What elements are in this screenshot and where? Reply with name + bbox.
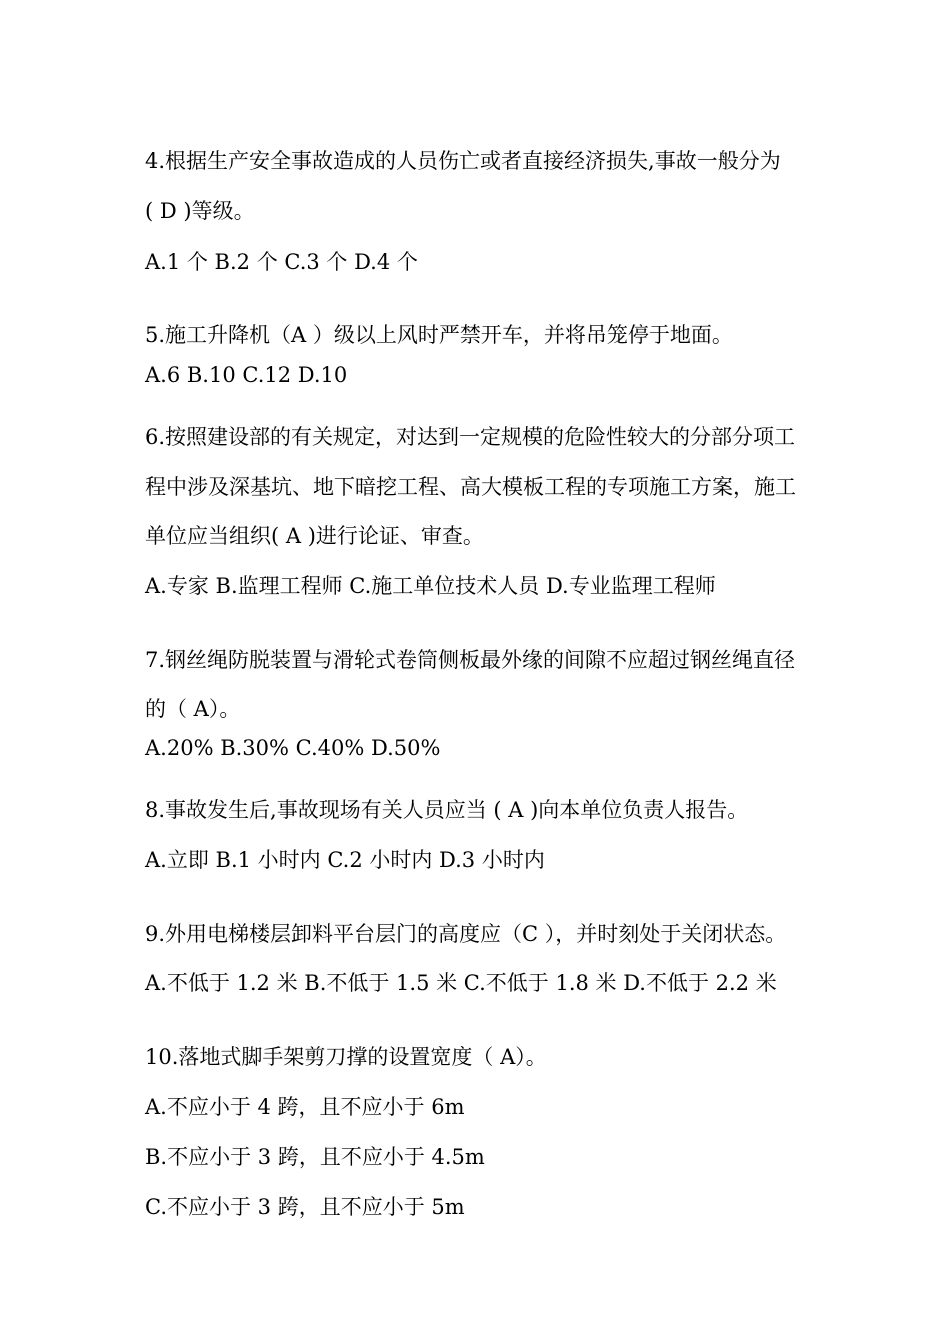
question-4-stem-line-1: 4.根据生产安全事故造成的人员伤亡或者直接经济损失,事故一般分为	[145, 149, 781, 173]
question-6-stem-line-1: 6.按照建设部的有关规定，对达到一定规模的危险性较大的分部分项工	[145, 425, 796, 449]
question-8-options: A.立即 B.1 小时内 C.2 小时内 D.3 小时内	[145, 848, 545, 872]
question-6-options: A.专家 B.监理工程师 C.施工单位技术人员 D.专业监理工程师	[145, 574, 716, 598]
question-6-stem-line-2: 程中涉及深基坑、地下暗挖工程、高大模板工程的专项施工方案，施工	[145, 475, 796, 499]
question-7-stem-line-2: 的（ A）。	[145, 697, 241, 721]
question-9-stem: 9.外用电梯楼层卸料平台层门的高度应（C ），并时刻处于关闭状态。	[145, 922, 787, 946]
question-10-option-b: B.不应小于 3 跨，且不应小于 4.5m	[145, 1145, 485, 1169]
question-5-options: A.6 B.10 C.12 D.10	[145, 363, 348, 387]
question-6-stem-line-3: 单位应当组织( A )进行论证、审查。	[145, 524, 484, 548]
question-10-option-c: C.不应小于 3 跨，且不应小于 5m	[145, 1195, 465, 1219]
question-8-stem: 8.事故发生后,事故现场有关人员应当 ( A )向本单位负责人报告。	[145, 798, 749, 822]
question-5-stem: 5.施工升降机（A ）级以上风时严禁开车，并将吊笼停于地面。	[145, 323, 733, 347]
question-7-options: A.20% B.30% C.40% D.50%	[145, 736, 441, 760]
question-4-stem-line-2: ( D )等级。	[145, 199, 255, 223]
question-10-stem: 10.落地式脚手架剪刀撑的设置宽度（ A）。	[145, 1045, 547, 1069]
question-4-options: A.1 个 B.2 个 C.3 个 D.4 个	[145, 250, 418, 274]
question-7-stem-line-1: 7.钢丝绳防脱装置与滑轮式卷筒侧板最外缘的间隙不应超过钢丝绳直径	[145, 648, 796, 672]
question-9-options: A.不低于 1.2 米 B.不低于 1.5 米 C.不低于 1.8 米 D.不低于 2.2 米	[145, 971, 777, 995]
question-10-option-a: A.不应小于 4 跨，且不应小于 6m	[145, 1095, 465, 1119]
